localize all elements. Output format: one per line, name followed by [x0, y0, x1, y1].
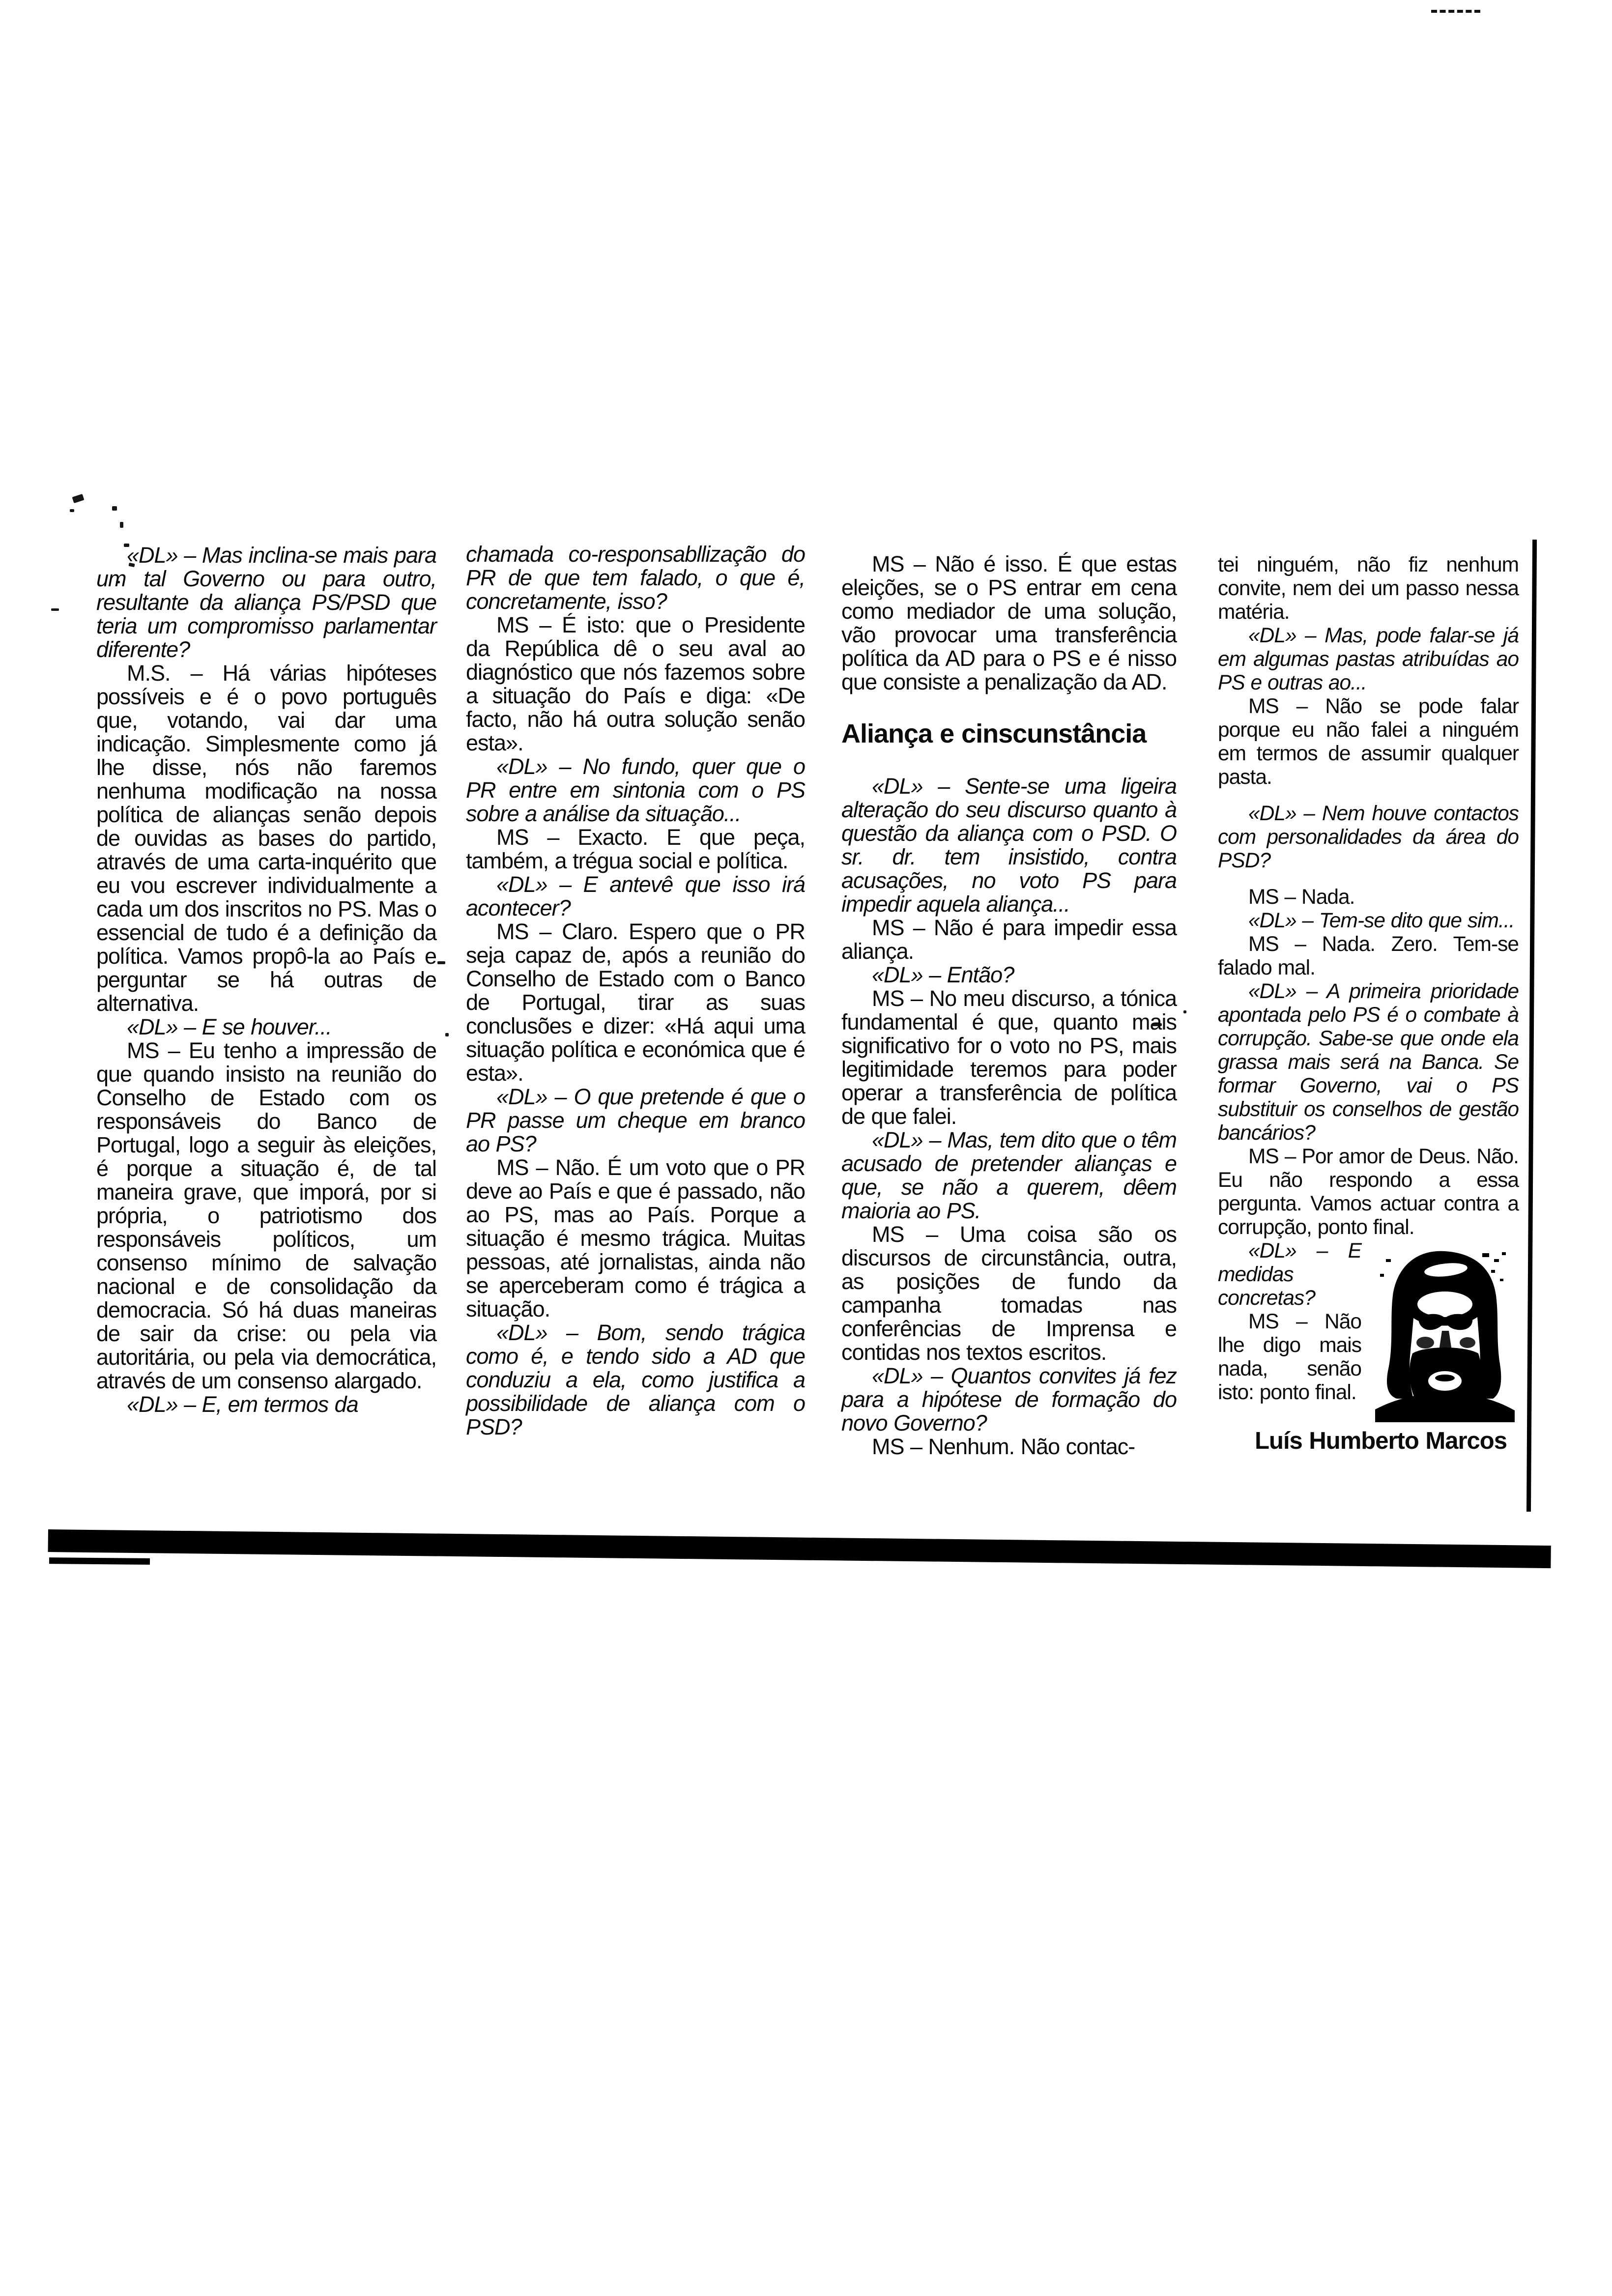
- interview-question: «DL» – E antevê que isso irá acontecer?: [466, 872, 805, 920]
- scan-artifact-dashes: [1431, 10, 1480, 13]
- portrait-photo: [1371, 1244, 1519, 1422]
- article-column-2: [466, 543, 805, 1439]
- column-divider-rule: [1526, 540, 1537, 1512]
- interview-answer: MS – Não é para impedir essa aliança.: [841, 915, 1177, 964]
- interview-answer: MS – Por amor de Deus. Não. Eu não respondo a essa pergunta. Vamos actuar contra a corrupção, ponto final.: [1218, 1145, 1519, 1239]
- article-column-4: [1218, 553, 1519, 1453]
- interview-answer: MS – Não é isso. É que estas eleições, se o PS entrar em cena como mediador de uma solução, vão provocar uma transferência política da AD para o PS e é nisso que consiste a penalização da AD.: [841, 551, 1177, 694]
- interview-question: «DL» – Bom, sendo trágica como é, e tendo sido a AD que conduziu a ela, como justifica a possibilidade de aliança com o PSD?: [466, 1320, 805, 1439]
- scan-artifact: [72, 494, 85, 503]
- interview-answer: MS – Nada.: [1248, 886, 1355, 909]
- interview-question: «DL» – Mas, tem dito que o têm acusado de pretender alianças e que, se não a querem, dêem maioria ao PS.: [841, 1127, 1177, 1223]
- interview-question: «DL» – Mas, pode falar-se já em algumas pastas atribuídas ao PS e outras ao...: [1218, 624, 1519, 694]
- interview-answer: M.S. – Há várias hipóteses possíveis e é o povo português que, votando, vai dar uma indicação. Simplesmente como já lhe disse, nós não faremos nenhuma modificação na nossa política de alianças senão depois de ouvidas as bases do partido, através de uma carta-inquérito que eu vou escrever individualmente a cada um dos inscritos no PS. Mas o essencial de tudo é a definição da política. Vamos propô-la ao País e perguntar se há outras de alternativa.: [96, 660, 436, 1016]
- interview-question: «DL» – E se houver...: [127, 1014, 332, 1039]
- byline: Luís Humberto Marcos: [1255, 1428, 1507, 1454]
- interview-question: «DL» – No fundo, quer que o PR entre em sintonia com o PS sobre a análise da situação...: [466, 754, 805, 826]
- interview-question: «DL» – Sente-se uma ligeira alteração do seu discurso quanto à questão da aliança com o PSD. O sr. dr. tem insistido, contra acusações, no voto PS para impedir aquela aliança...: [841, 774, 1177, 917]
- scan-artifact: [445, 1033, 449, 1036]
- bottom-bar-remnant: [49, 1557, 150, 1565]
- interview-question: chamada co-responsabllização do PR de que tem falado, o que é, concretamente, isso?: [466, 542, 805, 614]
- interview-answer: MS – Não se pode falar porque eu não falei a ninguém em termos de assumir qualquer pasta.: [1218, 695, 1519, 789]
- scan-artifact: [51, 608, 59, 611]
- interview-answer: MS – Nada. Zero. Tem-se falado mal.: [1218, 933, 1519, 979]
- interview-answer: MS – Não. É um voto que o PR deve ao País e que é passado, não ao PS, mas ao País. Porque a situação é mesmo trágica. Muitas pessoas, até jornalistas, ainda não se aperceberam como é trágica a situação.: [466, 1155, 805, 1321]
- article-column-1: [96, 544, 436, 1416]
- interview-question: «DL» – Mas inclina-se mais para um tal Governo ou para outro, resultante da aliança PS/PSD que teria um compromisso parlamentar diferente?: [96, 543, 436, 662]
- interview-answer: MS – Nenhum. Não contac-: [872, 1434, 1135, 1459]
- scan-artifact: [1183, 1010, 1186, 1013]
- article-column-3: [841, 552, 1177, 1459]
- scan-artifact: [70, 509, 74, 512]
- bottom-black-bar: [48, 1529, 1551, 1568]
- interview-answer: MS – Uma coisa são os discursos de circunstância, outra, as posições de fundo da campanha tomadas nas conferências de Imprensa e contidas nos textos escritos.: [841, 1222, 1177, 1365]
- interview-answer: MS – É isto: que o Presidente da República dê o seu aval ao diagnóstico que nós fazemos sobre a situação do País e diga: «De facto, não há outra solução senão esta».: [466, 612, 805, 755]
- scan-artifact: [120, 522, 123, 528]
- interview-question: «DL» – E, em termos da: [127, 1392, 358, 1417]
- interview-question: «DL» – A primeira prioridade apontada pelo PS é o combate à corrupção. Sabe-se que onde ela grassa mais será na Banca. Se formar Governo, vai o PS substituir os conselhos de gestão bancários?: [1218, 980, 1519, 1145]
- interview-answer: MS – Eu tenho a impressão de que quando insisto na reunião do Conselho de Estado com os responsáveis do Banco de Portugal, logo a seguir às eleições, é porque a situação é, de tal maneira grave, que imporá, por si própria, o patriotismo dos responsáveis políticos, um consenso mínimo de salvação nacional e de consolidação da democracia. Só há duas maneiras de sair da crise: ou pela via autoritária, ou pela via democrática, através de um consenso alargado.: [96, 1038, 436, 1393]
- interview-question: «DL» – Então?: [872, 962, 1014, 987]
- interview-question: «DL» – Quantos convites já fez para a hipótese de formação do novo Governo?: [841, 1363, 1177, 1435]
- interview-question: «DL» – O que pretende é que o PR passe um cheque em branco ao PS?: [466, 1084, 805, 1156]
- halftone-portrait-bearded-man: [1371, 1244, 1519, 1422]
- interview-question: «DL» – E medidas concretas?: [1218, 1239, 1361, 1310]
- scan-artifact: [437, 961, 445, 964]
- interview-answer: tei ninguém, não fiz nenhum convite, nem dei um passo nessa matéria.: [1218, 553, 1519, 624]
- section-heading: Aliança e cinscunstância: [841, 719, 1147, 748]
- interview-answer: MS – No meu discurso, a tónica fundamental é que, quanto mais significativo for o voto no PS, mais legitimidade teremos para poder operar a transferência de política de que falei.: [841, 986, 1177, 1129]
- interview-answer: MS – Exacto. E que peça, também, a trégua social e política.: [466, 825, 805, 873]
- interview-question: «DL» – Tem-se dito que sim...: [1248, 909, 1515, 932]
- interview-answer: MS – Claro. Espero que o PR seja capaz de, após a reunião do Conselho de Estado com o Banco de Portugal, tirar as suas conclusões e dizer: «Há aqui uma situação política e económica que é esta».: [466, 919, 805, 1086]
- scan-artifact: [112, 506, 117, 511]
- interview-answer: MS – Não lhe digo mais nada, senão isto: ponto final.: [1218, 1310, 1361, 1404]
- interview-question: «DL» – Nem houve contactos com personalidades da área do PSD?: [1218, 802, 1519, 872]
